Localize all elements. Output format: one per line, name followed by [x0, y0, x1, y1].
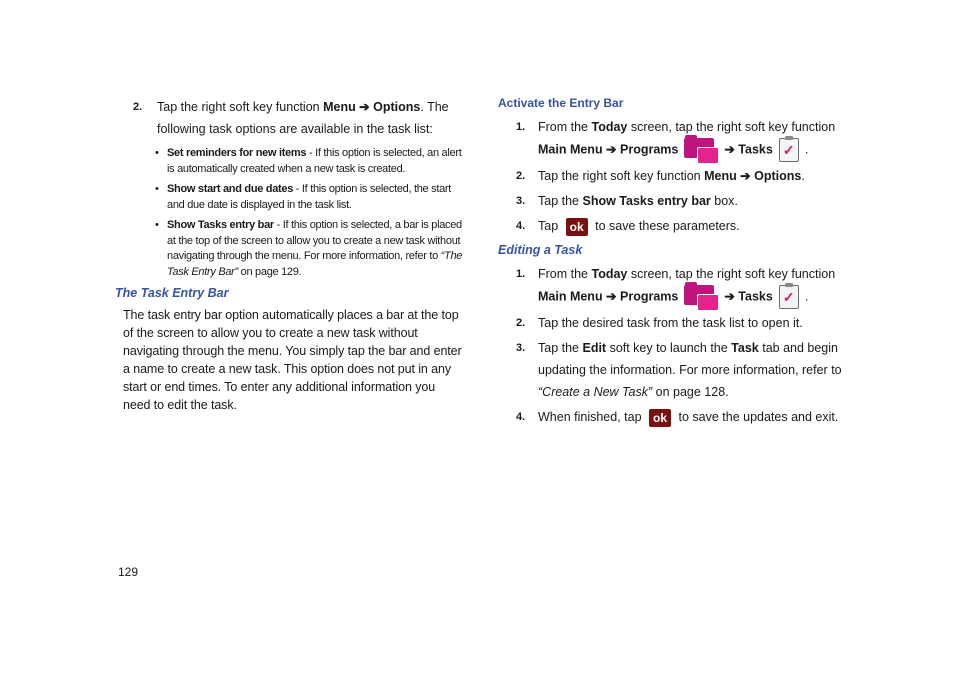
editing-step-2 [498, 312, 853, 334]
task-entry-bar-paragraph: The task entry bar option automatically places a bar at the top of the screen to allow you to create a new task without navigating through the menu. You simply tap the bar and enter a name to create a new task. This option does not put in any start or end times. To enter any additional information you need to edit the task. [123, 308, 462, 412]
step-text: Tap the [538, 194, 583, 208]
page-ref: on page 128. [652, 385, 729, 399]
programs-folder-icon [684, 285, 718, 309]
list-item [155, 218, 465, 280]
step-number: 3. [516, 195, 526, 207]
step-number: 2. [516, 317, 526, 329]
left-column [115, 96, 465, 414]
step-number: 4. [516, 220, 526, 232]
step-text: . [804, 289, 809, 304]
section-title-task-entry-bar: The Task Entry Bar [115, 286, 229, 300]
step-text: From the [538, 120, 592, 134]
tasks-clipboard-icon: ✓ [779, 138, 799, 162]
menu-path: Main Menu ➔ Programs [538, 142, 679, 157]
tab-name: Task [731, 341, 759, 355]
list-item [155, 146, 465, 177]
editing-step-4 [498, 406, 853, 428]
list-item [155, 182, 465, 213]
step-text: When finished, tap [538, 410, 646, 424]
step-2-options [115, 96, 465, 140]
step-text: . [801, 169, 805, 183]
step-number: 2. [133, 101, 143, 113]
activate-step-2 [498, 165, 853, 187]
activate-step-4 [498, 215, 853, 237]
page-number: 129 [118, 565, 139, 579]
screen-name: Today [591, 120, 628, 134]
step-number: 3. [516, 342, 526, 354]
editing-step-3 [498, 337, 853, 403]
step-text: Tap the right soft key function [157, 100, 324, 114]
option-name: Show start and due dates [167, 183, 294, 195]
ok-icon: ok [649, 409, 671, 427]
option-name: Set reminders for new items [167, 147, 307, 159]
soft-key-name: Edit [582, 341, 607, 355]
ok-icon: ok [566, 218, 588, 236]
step-text: soft key to launch the [606, 341, 732, 355]
step-text: to save the updates and exit. [675, 410, 839, 424]
step-text: screen, tap the right soft key function [627, 120, 836, 134]
screen-name: Today [591, 267, 628, 281]
step-text: tab and begin updating the information. For more information, refer to [538, 341, 842, 377]
menu-path: Main Menu ➔ Programs [538, 289, 679, 304]
step-text: Tap [538, 219, 562, 233]
tasks-clipboard-icon: ✓ [779, 285, 799, 309]
menu-path: ➔ Tasks [724, 289, 773, 304]
menu-path: Menu ➔ Options [704, 169, 802, 183]
cross-reference: “Create a New Task” [538, 385, 653, 399]
step-number: 2. [516, 170, 526, 182]
step-number: 1. [516, 268, 526, 280]
step-number: 4. [516, 411, 526, 423]
page-ref: on page 129. [237, 265, 302, 278]
step-text: Tap the desired task from the task list to open it. [538, 316, 803, 330]
step-text: From the [538, 267, 592, 281]
section-title-editing-task: Editing a Task [498, 243, 583, 257]
option-name: Show Tasks entry bar [582, 194, 711, 208]
step-text: Tap the right soft key function [538, 169, 705, 183]
step-text: box. [710, 194, 738, 208]
option-desc: - If this option is selected, an alert is automatically created when a new task is created. [167, 147, 462, 175]
right-column [498, 96, 853, 431]
menu-path: ➔ Tasks [724, 142, 773, 157]
option-desc: - If this option is selected, a bar is placed at the top of the screen to allow you to create a new task without navigating through the menu. For more information, refer to [167, 219, 462, 262]
option-desc: - If this option is selected, the start and due date is displayed in the task list. [167, 183, 452, 211]
step-number: 1. [516, 121, 526, 133]
menu-path: Menu ➔ Options [323, 100, 421, 114]
editing-step-1 [498, 263, 853, 309]
section-title-activate-entry-bar: Activate the Entry Bar [498, 96, 624, 110]
step-text: . The following task options are available in the task list: [157, 100, 449, 136]
activate-step-1 [498, 116, 853, 162]
step-text: . [804, 142, 809, 157]
options-list [155, 146, 465, 280]
cross-reference: “The Task Entry Bar” [167, 250, 463, 278]
programs-folder-icon [684, 138, 718, 162]
step-text: Tap the [538, 341, 583, 355]
option-name: Show Tasks entry bar [167, 219, 274, 231]
activate-step-3 [498, 190, 853, 212]
step-text: screen, tap the right soft key function [627, 267, 836, 281]
step-text: to save these parameters. [591, 219, 740, 233]
